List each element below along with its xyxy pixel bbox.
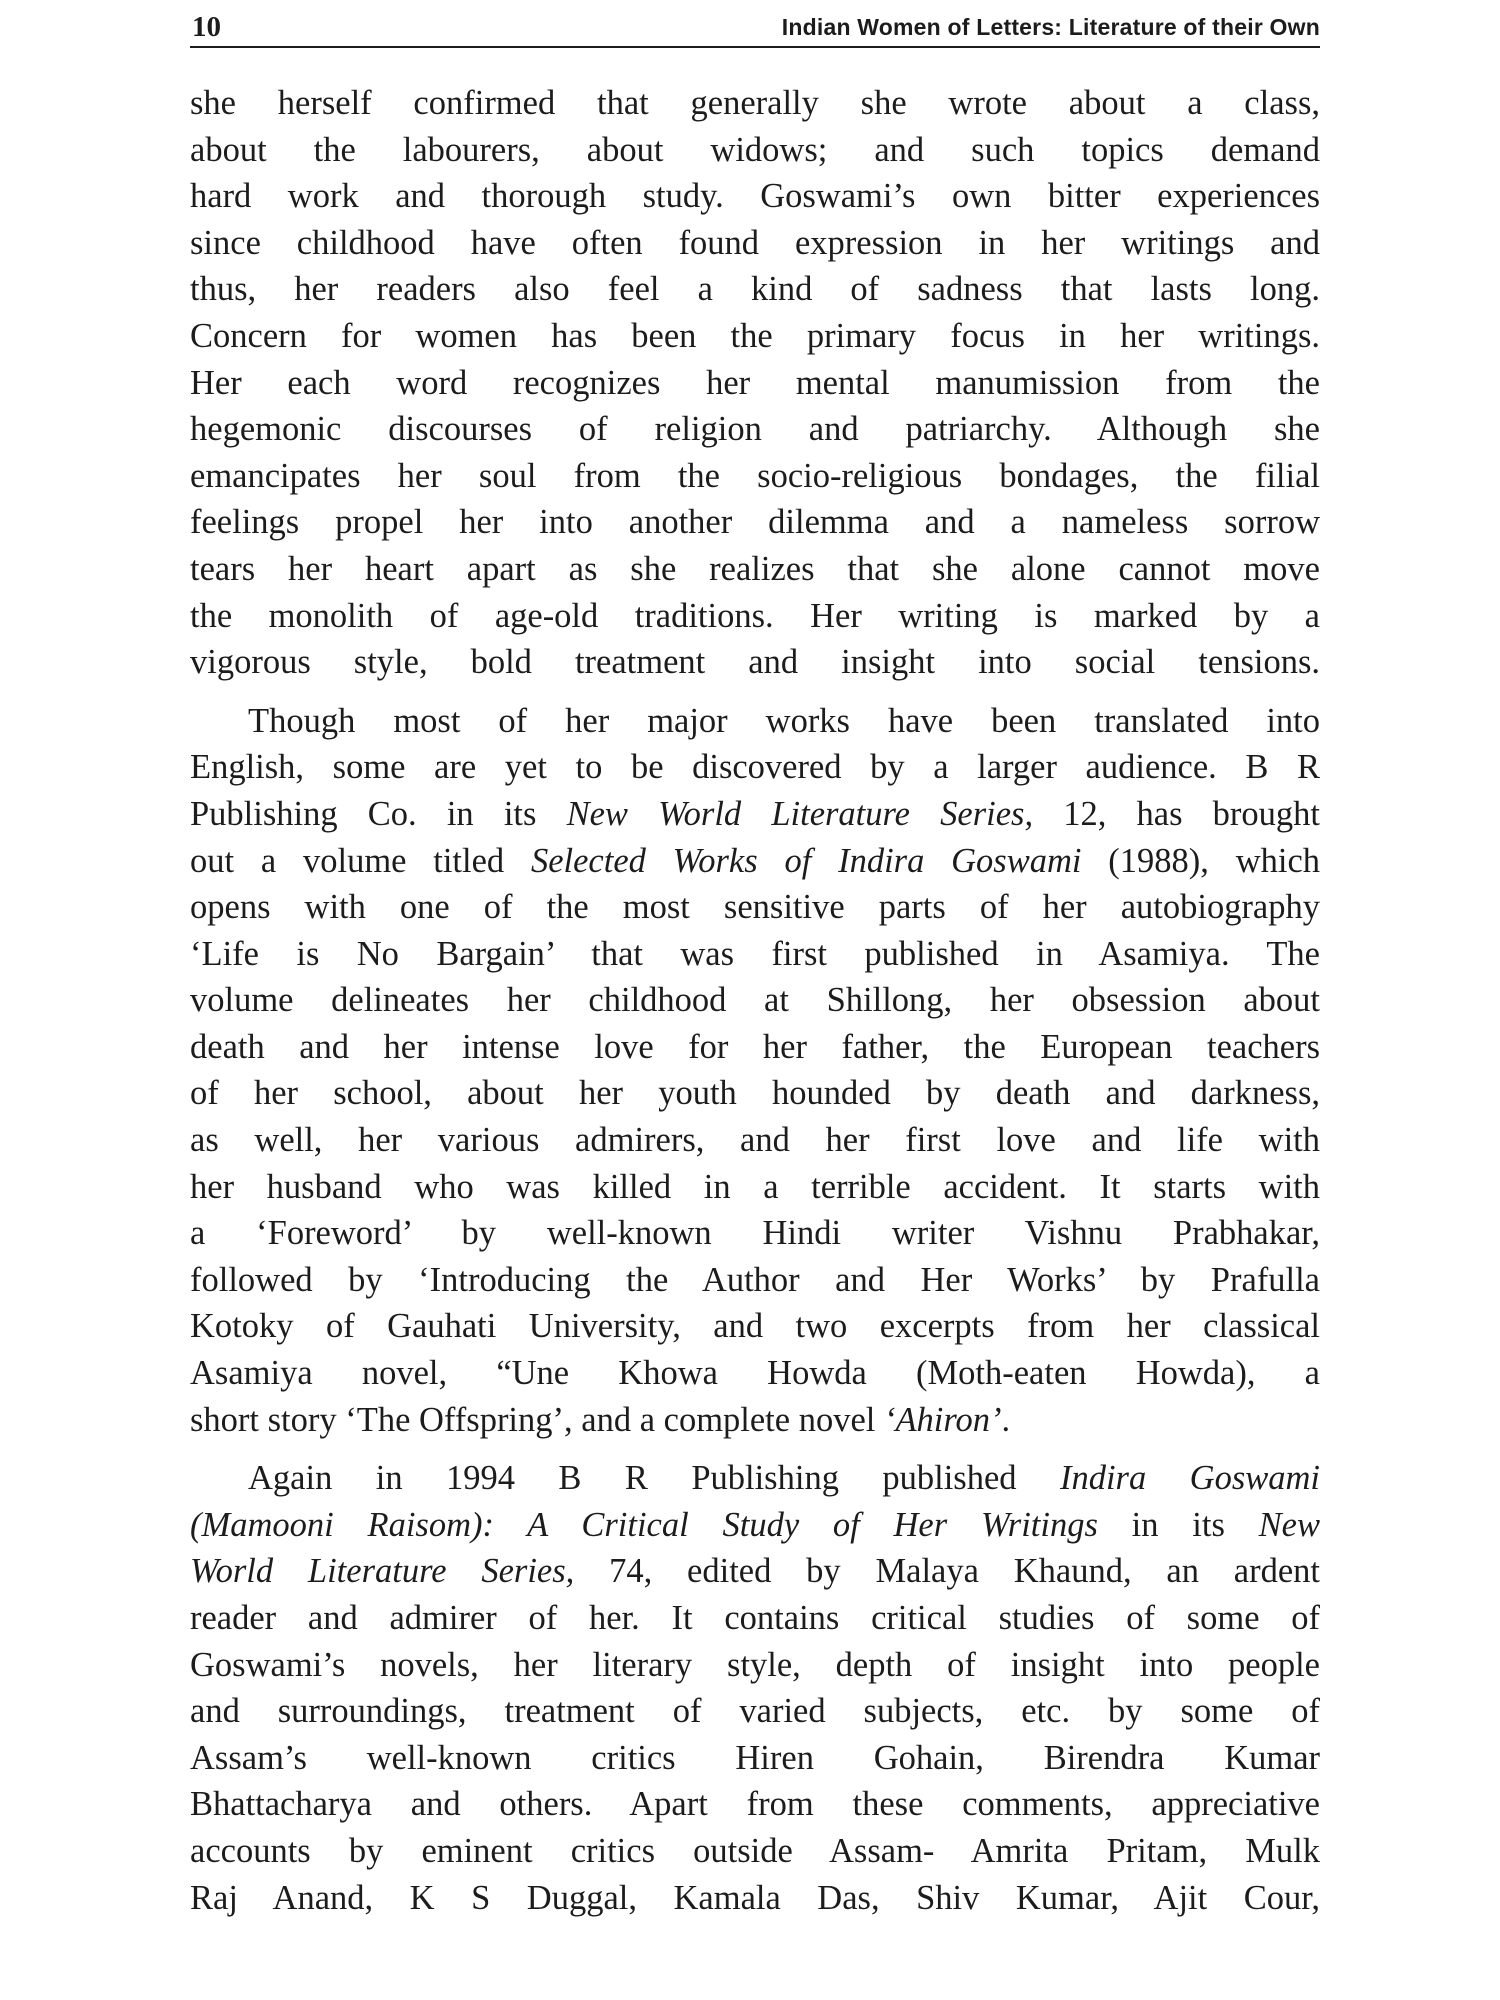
text-segment: 12, has brought — [1033, 794, 1320, 833]
text-line: about the labourers, about widows; and such topics demand — [190, 130, 1320, 169]
body-text — [190, 80, 1320, 1933]
text-line — [190, 1502, 1320, 1549]
text-line: Raj Anand, K S Duggal, Kamala Das, Shiv Kumar, Ajit Cour, — [190, 1878, 1320, 1917]
text-line: hard work and thorough study. Goswami’s own bitter experiences — [190, 177, 1320, 216]
text-line: emancipates her soul from the socio-religious bondages, the filial — [190, 456, 1320, 495]
text-line: opens with one of the most sensitive parts of her autobiography — [190, 888, 1320, 927]
text-segment: (1988), which — [1081, 841, 1321, 880]
text-line: followed by ‘Introducing the Author and Her Works’ by Prafulla — [190, 1260, 1320, 1299]
text-segment: Again in 1994 B R Publishing published — [248, 1459, 1060, 1498]
text-line — [190, 1548, 1320, 1595]
text-line: English, some are yet to be discovered by a larger audience. B R — [190, 748, 1320, 787]
italic-title: World Literature Series, — [190, 1552, 575, 1591]
text-line: Bhattacharya and others. Apart from these comments, appreciative — [190, 1785, 1320, 1824]
text-segment: in its — [1097, 1505, 1259, 1544]
page-header — [190, 8, 1320, 48]
paragraph-2 — [190, 698, 1320, 1444]
text-line — [190, 791, 1320, 838]
text-line — [190, 1397, 1320, 1444]
text-line: feelings propel her into another dilemma and a nameless sorrow — [190, 503, 1320, 542]
text-line: reader and admirer of her. It contains critical studies of some of — [190, 1599, 1320, 1637]
text-line — [190, 1455, 1320, 1502]
text-line: the monolith of age-old traditions. Her writing is marked by a — [190, 596, 1320, 635]
text-line: a ‘Foreword’ by well-known Hindi writer Vishnu Prabhakar, — [190, 1214, 1320, 1253]
text-line — [190, 838, 1320, 885]
italic-title: New — [1258, 1505, 1320, 1544]
text-line: Asamiya novel, “Une Khowa Howda (Moth-eaten Howda), a — [190, 1354, 1320, 1393]
italic-title: Selected Works of Indira Goswami — [530, 841, 1082, 880]
text-segment: Publishing Co. in its — [190, 794, 567, 833]
text-line: Concern for women has been the primary focus in her writings. — [190, 316, 1320, 355]
text-line: she herself confirmed that generally she wrote about a class, — [190, 84, 1320, 122]
text-segment: . — [1001, 1400, 1011, 1439]
text-line: vigorous style, bold treatment and insight into social tensions. — [190, 643, 1320, 682]
text-segment: short story ‘The Offspring’, and a complete novel — [190, 1400, 884, 1439]
text-line: of her school, about her youth hounded by death and darkness, — [190, 1074, 1320, 1113]
book-page — [190, 0, 1320, 2000]
text-line: Her each word recognizes her mental manumission from the — [190, 363, 1320, 402]
text-line: as well, her various admirers, and her first love and life with — [190, 1121, 1320, 1160]
italic-title: New World Literature Series, — [566, 794, 1034, 833]
text-line: her husband who was killed in a terrible accident. It starts with — [190, 1167, 1320, 1206]
text-line: since childhood have often found expression in her writings and — [190, 223, 1320, 262]
text-line: death and her intense love for her father, the European teachers — [190, 1027, 1320, 1066]
text-line: accounts by eminent critics outside Assam- Amrita Pritam, Mulk — [190, 1831, 1320, 1870]
text-line: Assam’s well-known critics Hiren Gohain, Birendra Kumar — [190, 1738, 1320, 1777]
paragraph-3 — [190, 1455, 1320, 1921]
paragraph-1 — [190, 80, 1320, 686]
text-line: thus, her readers also feel a kind of sadness that lasts long. — [190, 270, 1320, 309]
page-number: 10 — [192, 11, 221, 43]
running-head: Indian Women of Letters: Literature of their Own — [781, 14, 1320, 40]
text-line: Though most of her major works have been translated into — [248, 701, 1320, 740]
italic-title: (Mamooni Raisom): A Critical Study of Her Writings — [190, 1505, 1098, 1544]
text-segment: 74, edited by Malaya Khaund, an ardent — [574, 1552, 1320, 1591]
text-line: volume delineates her childhood at Shillong, her obsession about — [190, 981, 1320, 1020]
text-line: Goswami’s novels, her literary style, depth of insight into people — [190, 1645, 1320, 1684]
italic-title: Indira Goswami — [1059, 1459, 1321, 1498]
text-line: Kotoky of Gauhati University, and two excerpts from her classical — [190, 1307, 1320, 1346]
text-line: and surroundings, treatment of varied subjects, etc. by some of — [190, 1692, 1320, 1731]
italic-title: ‘Ahiron’ — [883, 1400, 1002, 1439]
text-segment: out a volume titled — [190, 841, 531, 880]
text-line: ‘Life is No Bargain’ that was first published in Asamiya. The — [190, 934, 1320, 973]
text-line: hegemonic discourses of religion and patriarchy. Although she — [190, 410, 1320, 449]
text-line: tears her heart apart as she realizes that she alone cannot move — [190, 549, 1320, 588]
